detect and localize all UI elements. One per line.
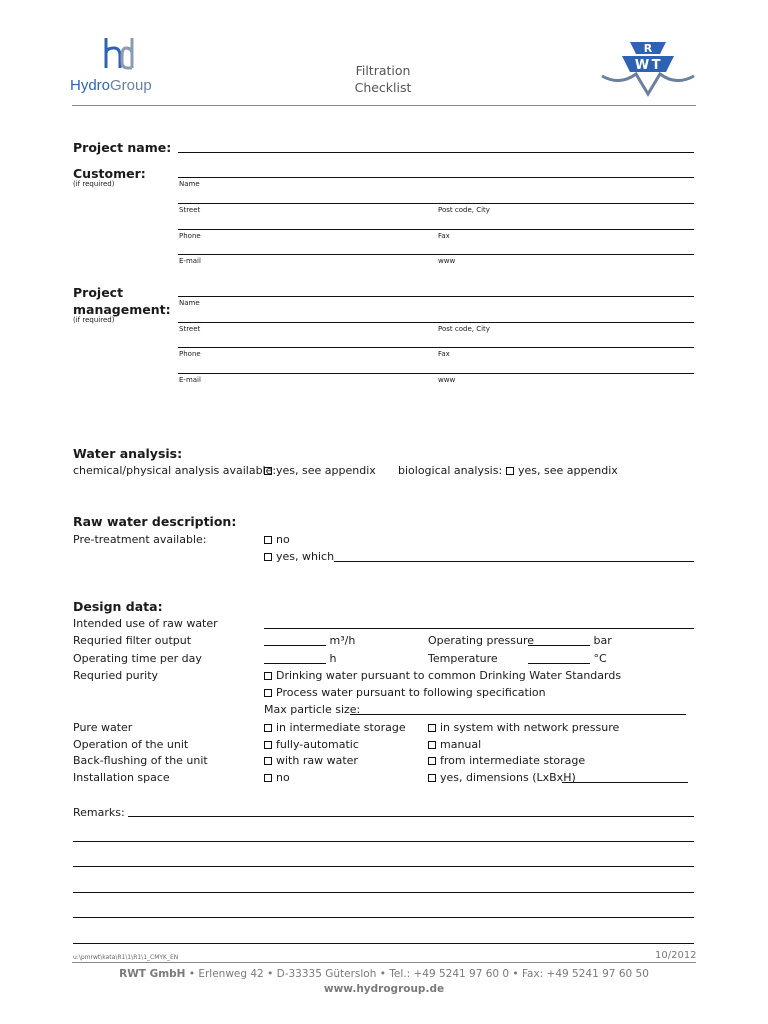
intended-use-field[interactable]: [264, 628, 694, 629]
management-label-1: Project: [73, 285, 124, 300]
bf-opt1-label: with raw water: [276, 754, 358, 767]
backflush-option-2[interactable]: [428, 754, 585, 767]
remarks-line-5[interactable]: [73, 917, 694, 918]
checkbox-icon[interactable]: [264, 553, 272, 561]
checkbox-icon[interactable]: [264, 741, 272, 749]
install-option-1[interactable]: [264, 771, 290, 784]
customer-name-field[interactable]: [178, 203, 694, 204]
management-post-label: Post code, City: [438, 325, 490, 333]
rwt-letter-r: R: [643, 42, 653, 55]
backflush-label: Back-flushing of the unit: [73, 754, 208, 767]
purity-option-2[interactable]: [264, 686, 546, 699]
max-particle-label: Max particle size:: [264, 703, 361, 716]
pretreatment-yes-option[interactable]: [264, 550, 334, 563]
op-time-field[interactable]: [264, 652, 336, 665]
customer-post-label: Post code, City: [438, 206, 490, 214]
pure-opt1-label: in intermediate storage: [276, 721, 406, 734]
inst-opt1-label: no: [276, 771, 290, 784]
footer-divider: [72, 962, 696, 963]
customer-top-line: [178, 177, 694, 178]
raw-water-heading: Raw water description:: [73, 514, 237, 529]
remarks-line-6[interactable]: [73, 943, 694, 944]
footer-web[interactable]: www.hydrogroup.de: [323, 983, 445, 995]
operation-label: Operation of the unit: [73, 738, 189, 751]
management-fax-label: Fax: [438, 350, 450, 358]
checkbox-icon[interactable]: [264, 689, 272, 697]
checkbox-icon[interactable]: [264, 757, 272, 765]
water-analysis-heading: Water analysis:: [73, 446, 183, 461]
management-street-field[interactable]: [178, 347, 694, 348]
bio-option-label: yes, see appendix: [518, 464, 618, 477]
inst-opt2-label: yes, dimensions (LxBxH): [440, 771, 576, 784]
rwt-logo: [600, 36, 696, 98]
purity-opt1-label: Drinking water pursuant to common Drinking Water Standards: [276, 669, 622, 682]
pretreatment-no-option[interactable]: [264, 533, 290, 546]
footer-address-row: [0, 968, 768, 980]
bio-analysis-label: biological analysis:: [398, 464, 503, 477]
op-opt1-label: fully-automatic: [276, 738, 359, 751]
title-line-2: Checklist: [354, 80, 412, 95]
customer-label: Customer:: [73, 166, 146, 181]
customer-street-field[interactable]: [178, 229, 694, 230]
install-label: Installation space: [73, 771, 170, 784]
customer-name-label: Name: [179, 180, 200, 188]
pretreatment-yes-label: yes, which: [276, 550, 335, 563]
chem-option-label: yes, see appendix: [276, 464, 376, 477]
design-data-heading: Design data:: [73, 599, 163, 614]
install-option-2[interactable]: [428, 771, 576, 784]
op-pressure-field[interactable]: [528, 634, 612, 647]
purity-option-1[interactable]: [264, 669, 621, 682]
checkbox-icon[interactable]: [428, 741, 436, 749]
customer-fax-label: Fax: [438, 232, 450, 240]
bio-analysis-option[interactable]: [506, 464, 618, 477]
pure-water-option-2[interactable]: [428, 721, 619, 734]
time-unit: h: [329, 652, 337, 665]
max-particle-field[interactable]: [350, 714, 686, 715]
footer-date: 10/2012: [655, 950, 697, 961]
op-pressure-label: Operating pressure: [428, 634, 535, 647]
management-name-field[interactable]: [178, 322, 694, 323]
pure-water-option-1[interactable]: [264, 721, 406, 734]
op-opt2-label: manual: [440, 738, 482, 751]
footer-path: u:\pmrwt\kata\R1\1\R1\1_CMYK_EN: [73, 954, 179, 961]
filter-output-label: Requried filter output: [73, 634, 192, 647]
checkbox-icon[interactable]: [428, 757, 436, 765]
customer-street-label: Street: [179, 206, 201, 214]
management-www-label: www: [438, 376, 456, 384]
operation-option-2[interactable]: [428, 738, 481, 751]
checkbox-icon[interactable]: [428, 724, 436, 732]
footer-company: RWT GmbH: [119, 968, 186, 980]
rwt-letter-w: W: [634, 58, 650, 73]
checkbox-icon[interactable]: [264, 467, 272, 475]
checkbox-icon[interactable]: [264, 536, 272, 544]
filter-output-field[interactable]: [264, 634, 355, 647]
rwt-emblem-icon: [600, 36, 696, 98]
logo-text-hydro: Hydro: [70, 77, 111, 94]
hydrogroup-logo: [70, 36, 170, 98]
management-phone-field[interactable]: [178, 373, 694, 374]
hd-logo-icon: [102, 36, 142, 72]
pretreatment-which-field[interactable]: [334, 561, 694, 562]
pure-water-label: Pure water: [73, 721, 133, 734]
customer-email-label: E-mail: [179, 257, 201, 265]
project-name-label: Project name:: [73, 140, 172, 155]
management-label-2: management:: [73, 302, 171, 317]
remarks-line-1[interactable]: [128, 816, 694, 817]
temperature-field[interactable]: [528, 652, 607, 665]
management-street-label: Street: [179, 325, 201, 333]
intended-use-label: Intended use of raw water: [73, 617, 218, 630]
bf-opt2-label: from intermediate storage: [440, 754, 586, 767]
backflush-option-1[interactable]: [264, 754, 358, 767]
document-title: [330, 62, 436, 96]
checkbox-icon[interactable]: [264, 724, 272, 732]
title-line-1: Filtration: [355, 63, 411, 78]
chem-analysis-option[interactable]: [264, 464, 376, 477]
checkbox-icon[interactable]: [428, 774, 436, 782]
checkbox-icon[interactable]: [506, 467, 514, 475]
dimensions-field[interactable]: [562, 782, 688, 783]
header-divider: [72, 105, 696, 106]
purity-label: Requried purity: [73, 669, 159, 682]
purity-opt2-label: Process water pursuant to following specification: [276, 686, 546, 699]
rwt-letter-t: T: [651, 58, 661, 73]
management-note: (if required): [73, 316, 115, 324]
management-phone-label: Phone: [179, 350, 201, 358]
operation-option-1[interactable]: [264, 738, 359, 751]
chem-analysis-label: chemical/physical analysis available:: [73, 464, 277, 477]
project-name-field[interactable]: [178, 152, 694, 153]
checkbox-icon[interactable]: [264, 774, 272, 782]
footer-address: • Erlenweg 42 • D-33335 Gütersloh • Tel.: +49 5241 97 60 0 • Fax: +49 5241 97 60 50: [188, 968, 649, 980]
checkbox-icon[interactable]: [264, 672, 272, 680]
remarks-line-3[interactable]: [73, 866, 694, 867]
remarks-line-4[interactable]: [73, 892, 694, 893]
op-time-label: Operating time per day: [73, 652, 202, 665]
pressure-unit: bar: [593, 634, 612, 647]
management-email-label: E-mail: [179, 376, 201, 384]
pure-opt2-label: in system with network pressure: [440, 721, 620, 734]
remarks-line-2[interactable]: [73, 841, 694, 842]
temperature-label: Temperature: [428, 652, 498, 665]
customer-phone-label: Phone: [179, 232, 201, 240]
customer-note: (if required): [73, 180, 115, 188]
pretreatment-no-label: no: [276, 533, 290, 546]
filter-unit: m³/h: [329, 634, 356, 647]
management-top-line: [178, 296, 694, 297]
temp-unit: °C: [593, 652, 607, 665]
customer-phone-field[interactable]: [178, 254, 694, 255]
customer-www-label: www: [438, 257, 456, 265]
logo-text-group: Group: [110, 77, 152, 94]
remarks-label: Remarks:: [73, 806, 125, 819]
pretreatment-label: Pre-treatment available:: [73, 533, 207, 546]
management-name-label: Name: [179, 299, 200, 307]
